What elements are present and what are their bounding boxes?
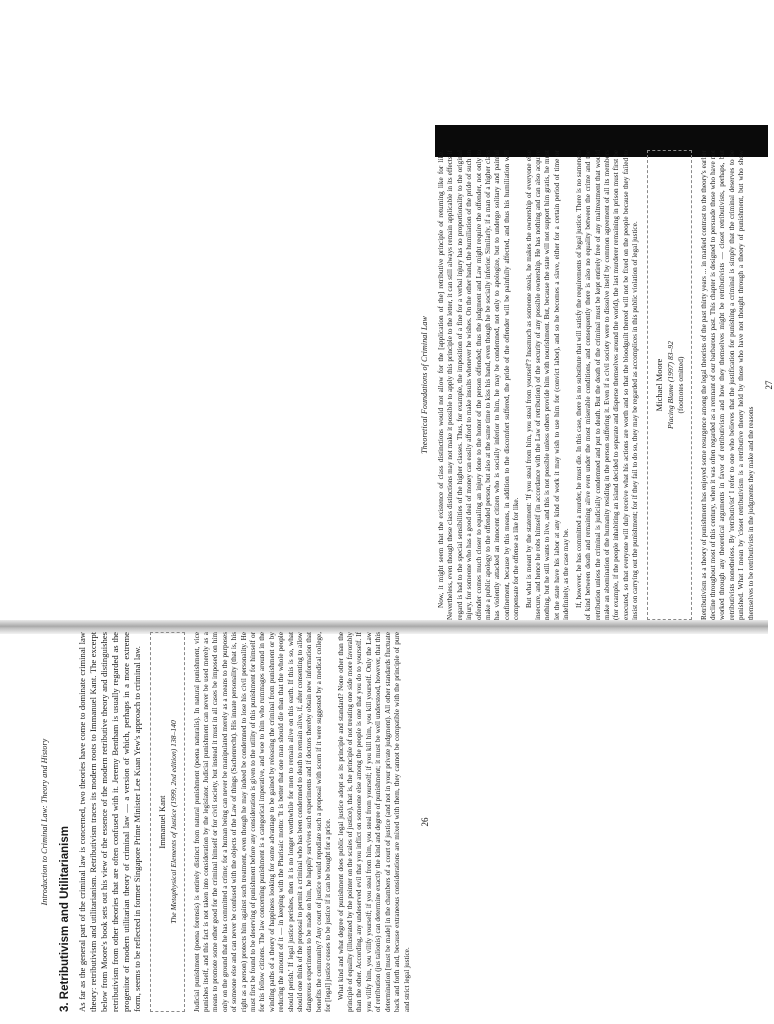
excerpt-paragraph: Now, it might seem that the existence of class distinctions would not allow for the [application of the] retributive principle of returning like for like. Nevertheless, even though these class distinctions may not make it possible to apply this principle to the letter, it can still always remain applicable in its effects if regard is had to the special sensibilities of the higher classes. Thus, for example, the imposition of a fine for a verbal injury has no proportionality to the original injury, for someone who has a good deal of money can easily afford to make insults whenever he wishes. On the other hand, the humiliation of the pride of such an offender comes much closer to equaling an injury done to the honor of the person offended; thus the judgment and Law might require the offender, not only to make a public apology to the offended person, but also at the same time to kiss his hand, even though he be socially inferior. Similarly, if a man of a higher class has violently attacked an innocent citizen who is socially inferior to him, he may be condemned, not only to apologize, but to undergo solitary and painful confinement, because by this means, in addition to the discomfort suffered, the pride of the offender will be painfully affected, and thus his humiliation will compensate for the offense as like for like. — [437, 150, 521, 620]
source-citation-box — [647, 150, 692, 620]
intro-paragraph: As far as the general part of the criminal law is concerned, two theories have come to dominate criminal law theory: retributivism and utilitarianism. Retributivism traces its modern roots to Immanuel Kant. The excerpt below from Moore's book sets out his view of the essence of the modern retributive theory and distinguishes retributivism from other theories that are often confused with it. Jeremy Bentham is usually regarded as the progenitor of modern utilitarian theory of criminal law — a version of which, perhaps in a more extreme form, seems to be reflected in former Singapore Prime Minister Lee Kuan Yew's approach to criminal law. — [77, 632, 143, 1012]
excerpt-paragraph: Judicial punishment (poena forensis) is entirely distinct from natural punishment (poena naturalis). In natural punishment, vice punishes itself, and this fact is not taken into consideration by the legislator. Judicial punishment can never be used merely as a means to promote some other good for the criminal himself or for civil society, but instead it must in all cases be imposed on him only on the ground that he has committed a crime; for a human being can never be manipulated merely as a means to the purposes of someone else and can never be confused with the objects of the Law of things (Sachenrecht). His innate personality (that is, his right as a person) protects him against such treatment, even though he may indeed be condemned to lose his civil personality. He must first be found to be deserving of punishment before any consideration is given to the utility of this punishment for himself or for his fellow citizens. The law concerning punishment is a categorical imperative, and woe to him who rummages around in the winding paths of a theory of happiness looking for some advantage to be gained by releasing the criminal from punishment or by reducing the amount of it — in keeping with the Pharisaic motto: 'It is better that one man should die than that the whole people should perish.' If legal justice perishes, then it is no longer worthwhile for men to remain alive on this earth. If this is so, what should one think of the proposal to permit a criminal who has been condemned to death to remain alive, if, after consenting to allow dangerous experiments to be made on him, he happily survives such experiments and if doctors thereby obtain new information that benefits the community? Any court of justice would repudiate such a proposal with scorn if it were suggested by a medical college, for [legal] justice ceases to be justice if it can be bought for a price. — [192, 632, 333, 1012]
closing-paragraph: Retributivism as a theory of punishment has enjoyed some resurgence among the legal theorists of the past thirty years ... in marked contrast to the theory's earlier decline throughout most of this century, when it was often regarded as a remnant of our barbarous past. This chapter is designed to persuade those who have not worked through any theoretical arguments in favor of retributivism and how they themselves might be retributivists — closet retributivists, perhaps, but retributivists nonetheless. By 'retributivist' I refer to one who believes that the justification for punishing a criminal is simply that the criminal deserves to be punished. What I mean by 'closet retributivism is a retributive theory held by those who have not thought through a theory of punishment, but who show themselves to be retributivists in the judgments they make and the reasons — [699, 150, 755, 620]
source-author: Immanuel Kant — [156, 795, 167, 849]
page-number: 26 — [419, 817, 430, 827]
source-citation-box — [150, 632, 185, 1012]
source-author: Michael Moore — [653, 358, 664, 412]
page-number: 27 — [763, 380, 774, 390]
running-head: Introduction to Criminal Law: Theory and History — [40, 738, 49, 906]
left-page — [40, 632, 720, 1012]
excerpt-paragraph: What kind and what degree of punishment does public legal justice adopt as its principle and standard? None other than the principle of equality (illustrated by the pointer on the scales of justice), that is, the principle of not treating one side more favorably than the other. According, any undeserved evil that you inflict on someone else among the people is one that you do to yourself. If you vilify him, you vilify yourself; if you steal from him, you steal from yourself; if you kill him, you kill yourself. Only the Law of retribution (jus talionis) can determine exactly the kind and degree of punishment; it must be well understood, however, that this determination [must be made] in the chambers of a court of justice (and not in your private judgment). All other standards fluctuate back and forth and, because extraneous considerations are mixed with them, they cannot be compatible with the principle of pure and strict legal justice. — [336, 632, 411, 1012]
source-title: The Metaphysical Elements of Justice (1999, 2nd edition) 138–140 — [168, 720, 178, 924]
right-page — [420, 150, 774, 620]
section-heading: 3. Retributivism and Utilitarianism — [59, 826, 71, 1012]
source-title: Placing Blame (1997) 83–92 — [665, 341, 675, 429]
excerpt-paragraph: If, however, he has committed a murder, he must die. In this case, there is no substitute that will satisfy the requirements of legal justice. There is no sameness of kind between death and remaining alive even under the most miserable conditions, and consequently there is also no equality between the crime and the retribution unless the criminal is judicially condemned and put to death. But the death of the criminal must be kept entirely free of any maltreatment that would make an abomination of the humanity residing in the person suffering it. Even if a civil society were to dissolve itself by common agreement of all its members (for example, if the people inhabiting an island decided to separate and disperse themselves around the world), the last murderer remaining in prison must first be executed, so that everyone will duly receive what his actions are worth and so that the bloodguilt thereof will not be fixed on the people because they failed to insist on carrying out the punishment; for if they fail to do so, they may be regarded as accomplices in this public violation of legal justice. — [574, 150, 640, 620]
source-note: (footnotes omitted) — [675, 356, 685, 414]
running-head: Theoretical Foundations of Criminal Law — [420, 316, 429, 454]
excerpt-paragraph: But what is meant by the statement: 'If you steal from him, you steal from yourself'? Inasmuch as someone steals, he makes the ownership of everyone else insecure, and hence he robs himself (in accordance with the Law of retribution) of the security of any possible ownership. He has nothing and can also acquire nothing, but he still wants to live, and this is not possible unless others provide him with nourishment. But, because the state will not support him gratis, he must let the state have his labor at any kind of work it may wish to use him for (convict labor), and so he becomes a slave, either for a certain period of time or indefinitely, as the case may be. — [524, 150, 571, 620]
